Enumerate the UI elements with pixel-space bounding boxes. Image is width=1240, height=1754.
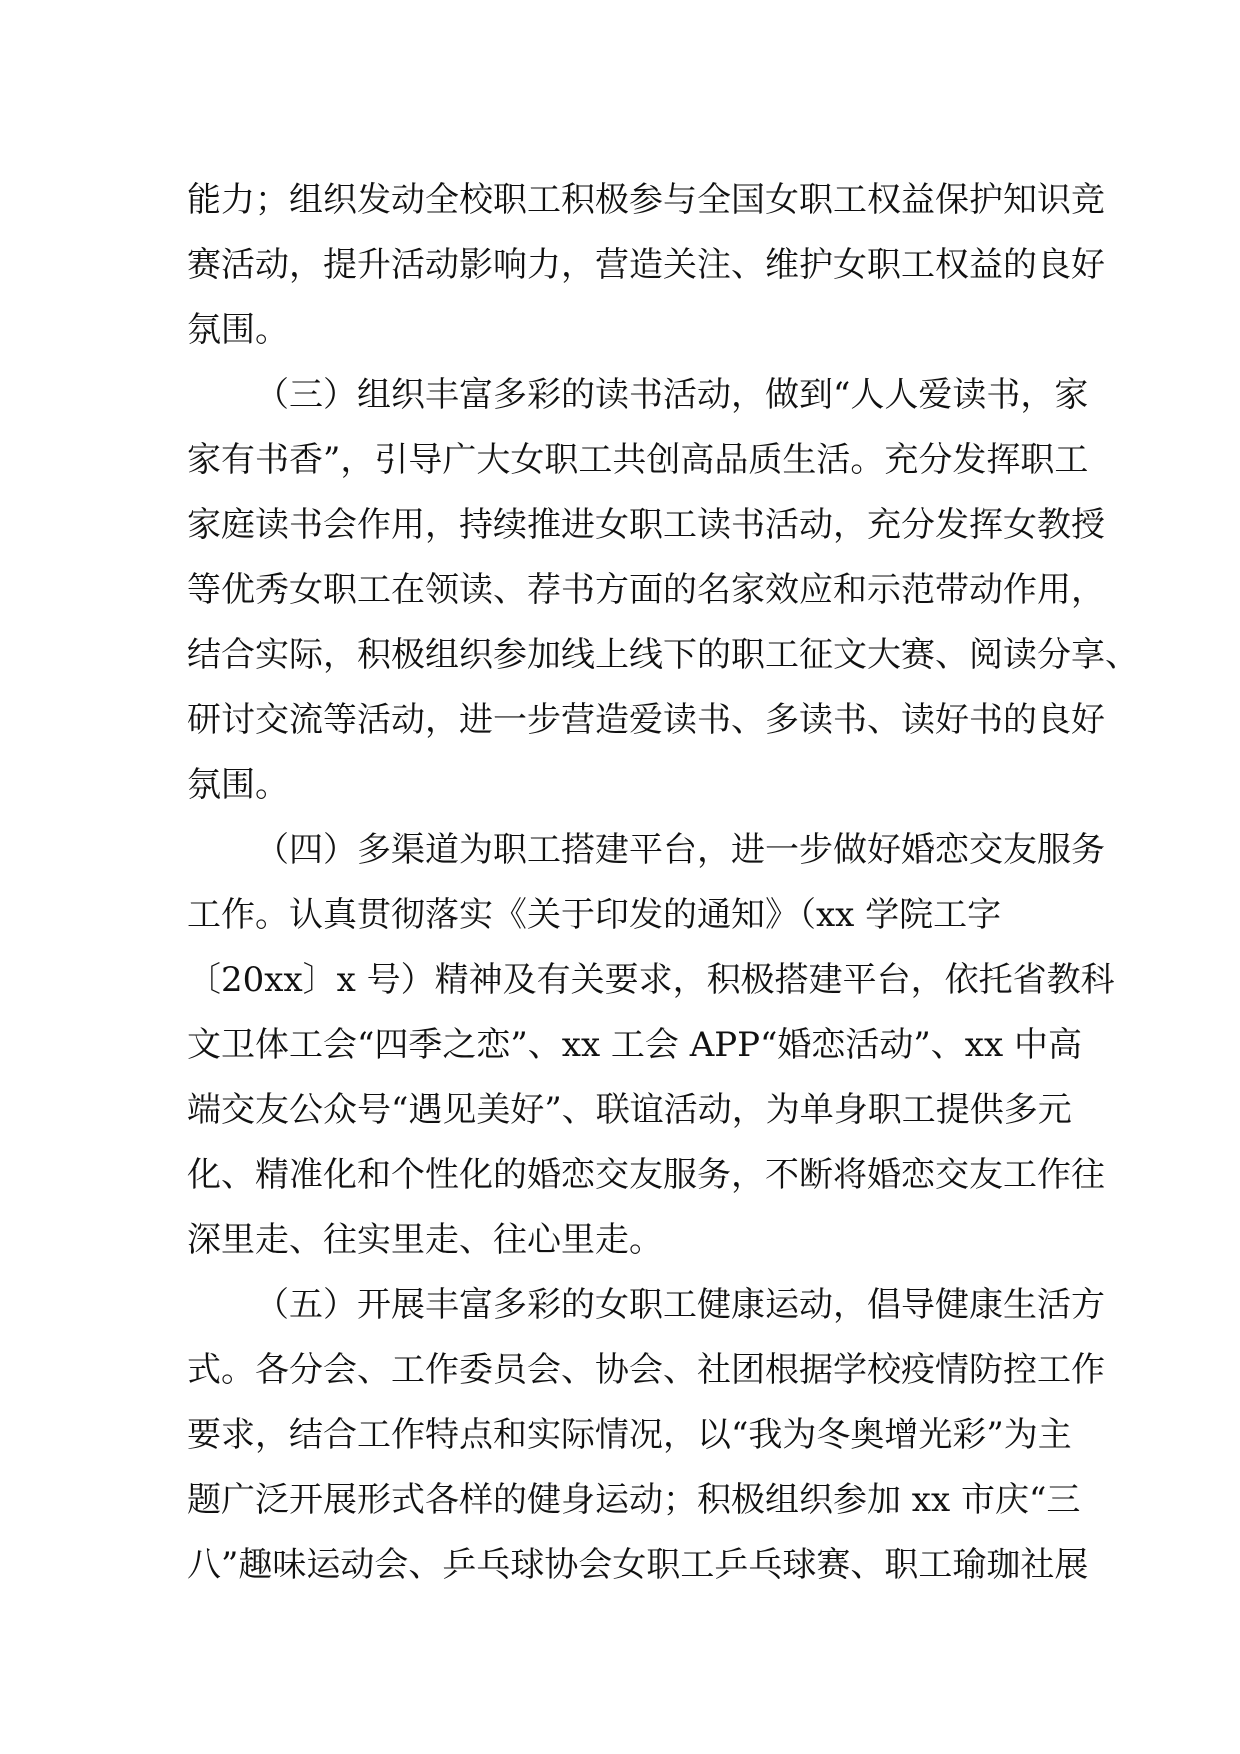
text-line: （四）多渠道为职工搭建平台，进一步做好婚恋交友服务 — [255, 830, 1105, 870]
text-line: 文卫体工会“四季之恋”、xx 工会 APP“婚恋活动”、xx 中高 — [187, 1025, 1082, 1065]
document-body — [187, 168, 1139, 1598]
text-line: 研讨交流等活动，进一步营造爱读书、多读书、读好书的良好 — [187, 700, 1105, 740]
text-line: 结合实际，积极组织参加线上线下的职工征文大赛、阅读分享、 — [187, 635, 1139, 675]
text-line: 〔20xx〕x 号）精神及有关要求，积极搭建平台，依托省教科 — [187, 960, 1115, 1000]
text-line: 题广泛开展形式各样的健身运动；积极组织参加 xx 市庆“三 — [187, 1480, 1081, 1520]
paragraph — [187, 1273, 1105, 1598]
text-line: 要求，结合工作特点和实际情况，以“我为冬奥增光彩”为主 — [187, 1415, 1072, 1455]
text-line: （三）组织丰富多彩的读书活动，做到“人人爱读书，家 — [255, 375, 1089, 415]
text-line: （五）开展丰富多彩的女职工健康运动，倡导健康生活方 — [255, 1285, 1105, 1325]
text-line: 八”趣味运动会、乒乓球协会女职工乒乓球赛、职工瑜珈社展 — [187, 1545, 1089, 1585]
text-line: 式。各分会、工作委员会、协会、社团根据学校疫情防控工作 — [187, 1350, 1105, 1390]
paragraph — [187, 363, 1139, 818]
text-line: 工作。认真贯彻落实《关于印发的通知》（xx 学院工字 — [187, 895, 1002, 935]
text-line: 化、精准化和个性化的婚恋交友服务，不断将婚恋交友工作往 — [187, 1155, 1105, 1195]
text-line: 家庭读书会作用，持续推进女职工读书活动，充分发挥女教授 — [187, 505, 1105, 545]
text-line: 氛围。 — [187, 310, 289, 350]
text-line: 端交友公众号“遇见美好”、联谊活动，为单身职工提供多元 — [187, 1090, 1072, 1130]
text-line: 氛围。 — [187, 765, 289, 805]
paragraph — [187, 168, 1105, 363]
text-line: 深里走、往实里走、往心里走。 — [187, 1220, 663, 1260]
text-line: 能力；组织发动全校职工积极参与全国女职工权益保护知识竞 — [187, 180, 1105, 220]
text-line: 等优秀女职工在领读、荐书方面的名家效应和示范带动作用， — [187, 570, 1105, 610]
text-line: 家有书香”，引导广大女职工共创高品质生活。充分发挥职工 — [187, 440, 1089, 480]
text-line: 赛活动，提升活动影响力，营造关注、维护女职工权益的良好 — [187, 245, 1105, 285]
paragraph — [187, 818, 1115, 1273]
